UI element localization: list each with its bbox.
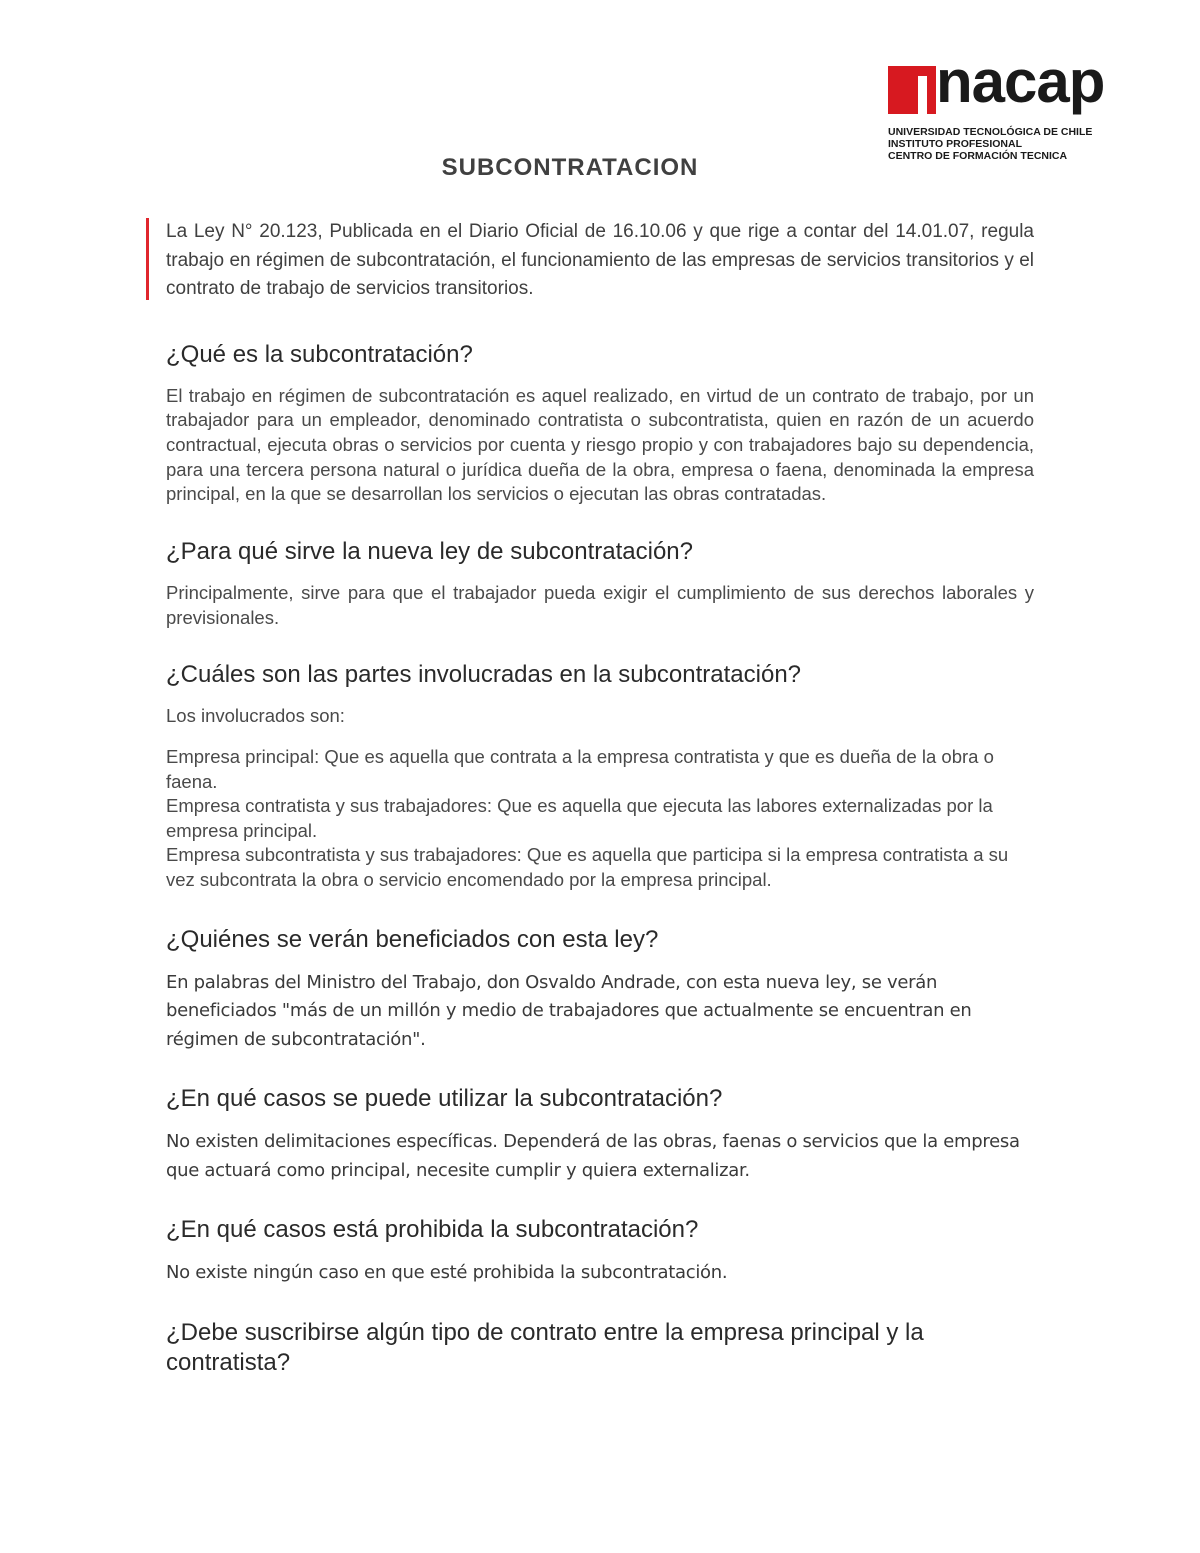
list-item: Empresa subcontratista y sus trabajadores: Que es aquella que participa si la empresa contratista a su vez subcontrata la obra o servicio encomendado por la empresa principal. bbox=[166, 844, 1009, 890]
list-item: Empresa contratista y sus trabajadores: Que es aquella que ejecuta las labores externalizadas por la empresa principal. bbox=[166, 795, 993, 841]
section-heading: ¿Cuáles son las partes involucradas en la subcontratación? bbox=[166, 661, 802, 689]
intro-paragraph bbox=[166, 218, 1034, 304]
section-heading: ¿Para qué sirve la nueva ley de subcontratación? bbox=[166, 538, 693, 566]
section-answer: No existen delimitaciones específicas. Dependerá de las obras, faenas o servicios que la empresa que actuará como principal, necesite cumplir y quiera externalizar. bbox=[166, 1131, 1020, 1181]
logo-line: INSTITUTO PROFESIONAL bbox=[888, 138, 1022, 150]
logo-line: UNIVERSIDAD TECNOLÓGICA DE CHILE bbox=[888, 126, 1093, 138]
parties-list bbox=[166, 704, 1034, 892]
section-answer: No existe ningún caso en que esté prohibida la subcontratación. bbox=[166, 1262, 728, 1284]
section-answer: Principalmente, sirve para que el trabajador pueda exigir el cumplimiento de sus derechos laborales y previsionales. bbox=[166, 582, 1034, 628]
section-heading: ¿En qué casos se puede utilizar la subcontratación? bbox=[166, 1085, 723, 1113]
logo-wordmark: nacap bbox=[936, 48, 1105, 115]
parties-lead: Los involucrados son: bbox=[166, 705, 345, 727]
section-heading: ¿Qué es la subcontratación? bbox=[166, 340, 473, 368]
section-heading: ¿Debe suscribirse algún tipo de contrato entre la empresa principal y la contratista? bbox=[166, 1318, 924, 1376]
section-heading: ¿En qué casos está prohibida la subcontratación? bbox=[166, 1216, 699, 1244]
parties-items bbox=[166, 745, 1034, 893]
logo-line: CENTRO DE FORMACIÓN TECNICA bbox=[888, 150, 1068, 162]
intro-text: La Ley N° 20.123, Publicada en el Diario Oficial de 16.10.06 y que rige a contar del 14.01.07, regula trabajo en régimen de subcontratación, el funcionamiento de las empresas de servicios transitorios y el contrato de trabajo de servicios transitorios. bbox=[166, 221, 1034, 299]
document-body bbox=[166, 218, 1034, 1392]
intro-accent-bar bbox=[146, 218, 149, 300]
logo-mark-icon bbox=[888, 66, 936, 114]
section-answer: En palabras del Ministro del Trabajo, don Osvaldo Andrade, con esta nueva ley, se verán beneficiados "más de un millón y medio de trabajadores que actualmente se encuentran en régimen de subcontratación". bbox=[166, 971, 972, 1050]
document-title: SUBCONTRATACION bbox=[441, 154, 699, 181]
section-answer: El trabajo en régimen de subcontratación es aquel realizado, en virtud de un contrato de trabajo, por un trabajador para un empleador, denominado contratista o subcontratista, quien en razón de un acuerdo contractual, ejecuta obras o servicios por cuenta y riesgo propio y con trabajadores bajo su dependencia, para una tercera persona natural o jurídica dueña de la obra, empresa o faena, denominada la empresa principal, en la que se desarrollan los servicios o ejecutan las obras contratadas. bbox=[166, 384, 1034, 505]
list-item: Empresa principal: Que es aquella que contrata a la empresa contratista y que es dueña de la obra o faena. bbox=[166, 746, 994, 792]
section-heading: ¿Quiénes se verán beneficiados con esta ley? bbox=[166, 925, 659, 953]
